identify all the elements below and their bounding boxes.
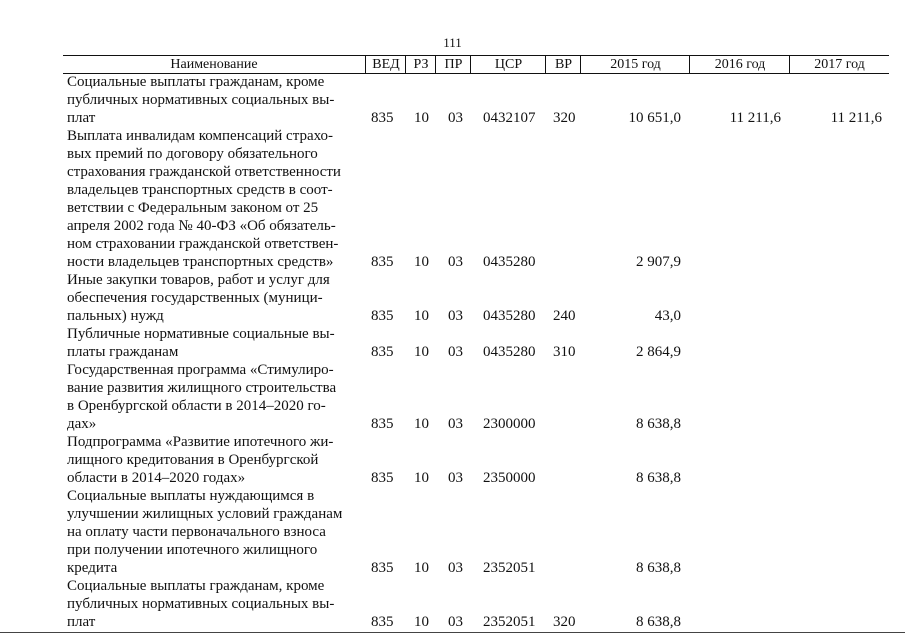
table-row-name — [67, 127, 362, 271]
header-2015: 2015 год — [580, 56, 690, 73]
cell-csr: 2350000 — [483, 470, 536, 486]
table-row-name — [67, 487, 362, 577]
header-2017: 2017 год — [789, 56, 889, 73]
row-name-line: плат — [67, 110, 96, 126]
row-name-line: Социальные выплаты гражданам, кроме — [67, 578, 325, 594]
row-name-line: улучшении жилищных условий гражданам — [67, 506, 343, 522]
cell-ved: 835 — [371, 614, 394, 630]
cell-rz: 10 — [414, 416, 429, 432]
cell-csr: 0432107 — [483, 110, 536, 126]
cell-vr: 320 — [553, 110, 576, 126]
cell-ved: 835 — [371, 416, 394, 432]
row-name-line: Социальные выплаты гражданам, кроме — [67, 74, 325, 90]
table-row-name — [67, 325, 362, 361]
row-name-line: ном страховании гражданской ответствен- — [67, 236, 339, 252]
cell-rz: 10 — [414, 254, 429, 270]
page-bottom-rule — [0, 632, 905, 633]
row-name-line: ветствии с Федеральным законом от 25 — [67, 200, 319, 216]
cell-y2017: 11 211,6 — [830, 110, 882, 126]
header-rz: РЗ — [405, 56, 436, 73]
cell-csr: 0435280 — [483, 254, 536, 270]
row-name-line: при получении ипотечного жилищного — [67, 542, 318, 558]
header-ved: ВЕД — [365, 56, 406, 73]
cell-pr: 03 — [448, 344, 463, 360]
cell-ved: 835 — [371, 308, 394, 324]
cell-pr: 03 — [448, 254, 463, 270]
cell-y2015: 2 907,9 — [636, 254, 681, 270]
cell-pr: 03 — [448, 614, 463, 630]
row-name-line: в Оренбургской области в 2014–2020 го- — [67, 398, 326, 414]
row-name-line: лищного кредитования в Оренбургской — [67, 452, 319, 468]
header-pr: ПР — [435, 56, 471, 73]
row-name-line: плат — [67, 614, 96, 630]
table-row-name — [67, 577, 362, 631]
cell-csr: 2352051 — [483, 614, 536, 630]
cell-ved: 835 — [371, 254, 394, 270]
row-name-line: вых премий по договору обязательного — [67, 146, 318, 162]
cell-y2015: 8 638,8 — [636, 614, 681, 630]
row-name-line: платы гражданам — [67, 344, 179, 360]
header-name: Наименование — [170, 57, 258, 72]
cell-rz: 10 — [414, 344, 429, 360]
cell-ved: 835 — [371, 110, 394, 126]
row-name-line: публичных нормативных социальных вы- — [67, 596, 335, 612]
cell-rz: 10 — [414, 560, 429, 576]
header-vr: ВР — [545, 56, 581, 73]
table-row-name — [67, 361, 362, 433]
row-name-line: страхования гражданской ответственности — [67, 164, 341, 180]
row-name-line: Подпрограмма «Развитие ипотечного жи- — [67, 434, 334, 450]
cell-y2015: 8 638,8 — [636, 560, 681, 576]
row-name-line: ности владельцев транспортных средств» — [67, 254, 334, 270]
cell-ved: 835 — [371, 470, 394, 486]
cell-rz: 10 — [414, 470, 429, 486]
cell-ved: 835 — [371, 344, 394, 360]
row-name-line: кредита — [67, 560, 118, 576]
cell-pr: 03 — [448, 308, 463, 324]
cell-vr: 310 — [553, 344, 576, 360]
row-name-line: области в 2014–2020 годах» — [67, 470, 246, 486]
row-name-line: публичных нормативных социальных вы- — [67, 92, 335, 108]
row-name-line: Социальные выплаты нуждающимся в — [67, 488, 315, 504]
cell-vr: 240 — [553, 308, 576, 324]
cell-pr: 03 — [448, 560, 463, 576]
row-name-line: пальных) нужд — [67, 308, 164, 324]
cell-y2015: 8 638,8 — [636, 416, 681, 432]
cell-vr: 320 — [553, 614, 576, 630]
table-row-name — [67, 271, 362, 325]
row-name-line: дах» — [67, 416, 97, 432]
cell-y2015: 10 651,0 — [628, 110, 681, 126]
cell-y2015: 8 638,8 — [636, 470, 681, 486]
page-number: 111 — [443, 35, 462, 50]
row-name-line: Выплата инвалидам компенсаций страхо- — [67, 128, 334, 144]
cell-y2015: 43,0 — [654, 308, 681, 324]
table-header — [63, 55, 889, 74]
cell-y2016: 11 211,6 — [729, 110, 781, 126]
cell-csr: 2352051 — [483, 560, 536, 576]
cell-csr: 0435280 — [483, 308, 536, 324]
header-csr: ЦСР — [470, 56, 546, 73]
cell-rz: 10 — [414, 614, 429, 630]
cell-y2015: 2 864,9 — [636, 344, 681, 360]
row-name-line: Государственная программа «Стимулиро- — [67, 362, 334, 378]
cell-rz: 10 — [414, 308, 429, 324]
row-name-line: на оплату части первоначального взноса — [67, 524, 326, 540]
row-name-line: обеспечения государственных (муници- — [67, 290, 323, 306]
cell-rz: 10 — [414, 110, 429, 126]
table-row-name — [67, 73, 362, 127]
cell-ved: 835 — [371, 560, 394, 576]
cell-csr: 0435280 — [483, 344, 536, 360]
row-name-line: вание развития жилищного строительства — [67, 380, 337, 396]
table-row-name — [67, 433, 362, 487]
row-name-line: Публичные нормативные социальные вы- — [67, 326, 335, 342]
row-name-line: апреля 2002 года № 40-ФЗ «Об обязатель- — [67, 218, 336, 234]
row-name-line: владельцев транспортных средств в соот- — [67, 182, 333, 198]
cell-pr: 03 — [448, 110, 463, 126]
row-name-line: Иные закупки товаров, работ и услуг для — [67, 272, 330, 288]
cell-pr: 03 — [448, 416, 463, 432]
header-2016: 2016 год — [689, 56, 790, 73]
cell-pr: 03 — [448, 470, 463, 486]
cell-csr: 2300000 — [483, 416, 536, 432]
